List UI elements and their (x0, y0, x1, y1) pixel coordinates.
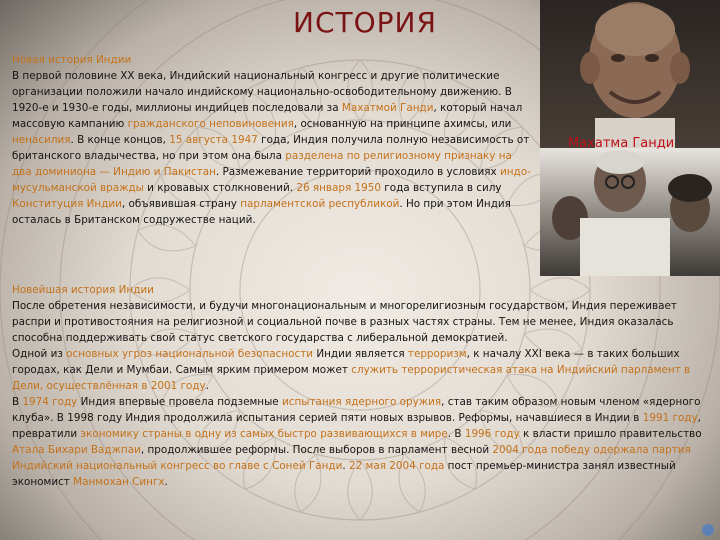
text-run: Индия впервые провела подземные (77, 396, 282, 408)
highlighted-text: 22 мая 2004 года (348, 460, 445, 472)
text-run: В первой половине XX века, Индийский национальный конгресс и другие политические организации положили начало индийскому национально-освободительному движению. В 1920-е и 1930-е годы, миллионы индийцев последовали за (12, 70, 512, 114)
text-run: . (342, 460, 349, 472)
highlighted-text: гражданского неповиновения (127, 118, 294, 130)
text-run: , продолжившее реформы. После выборов в парламент весной (140, 444, 493, 456)
highlighted-text: основных угроз национальной безопасности (66, 348, 314, 360)
highlighted-text: экономику страны в одну из самых быстро развивающихся в мире (80, 428, 448, 440)
ornament-petal (138, 225, 196, 251)
highlighted-text: индо-мусульманской вражды (12, 166, 531, 194)
text-run: . (164, 476, 168, 488)
text-run: года вступила в силу (381, 182, 502, 194)
text-run: . В (447, 428, 465, 440)
corner-logo-icon (702, 524, 714, 536)
gandhi-portrait-photo (540, 0, 720, 155)
section-heading-recent-history: Новейшая история Индии (12, 284, 154, 296)
text-run: В (12, 396, 23, 408)
section-recent-history-para3 (12, 394, 716, 490)
highlighted-text: 15 августа 1947 (169, 134, 258, 146)
section-recent-history (12, 282, 716, 490)
text-run: года, Индия получила полную независимость от британского владычества, но при этом она была (12, 134, 530, 162)
highlighted-text: парламентской республикой (240, 198, 400, 210)
text-run: После обретения независимости, и будучи многонациональным и многорелигиозным государством, Индия переживает распри и противостояния на религиозной и социальной почве в разных частях страны. Тем не менее, Индия оказалась способна поддерживать свой статус светского государства с либеральной демократией. (12, 300, 677, 344)
highlighted-text: испытания ядерного оружия (282, 396, 442, 408)
highlighted-text: Конституция Индии (12, 198, 122, 210)
text-run: . Но при этом Индия осталась в Британском содружестве наций. (12, 198, 511, 226)
highlighted-text: 2004 года победу одержала партия Индийский национальный конгресс во главе с Соней Ганди (12, 444, 691, 472)
highlighted-text: терроризм (407, 348, 467, 360)
text-run: к власти пришло правительство (519, 428, 702, 440)
section-recent-history-para1 (12, 298, 716, 346)
text-run: Индии является (313, 348, 408, 360)
gandhi-group-photo (540, 148, 720, 276)
highlighted-text: 1974 году (22, 396, 78, 408)
highlighted-text: 1991 году (642, 412, 698, 424)
section-new-history (12, 52, 532, 228)
text-run: , превратили (12, 412, 701, 440)
highlighted-text: 1996 году (464, 428, 520, 440)
text-run: , основанную на принципе ахимсы, или (293, 118, 512, 130)
text-run: . Размежевание территорий проходило в условиях (215, 166, 500, 178)
section-new-history-body (12, 68, 532, 228)
page-title: ИСТОРИЯ (293, 6, 437, 39)
text-run: и кровавых столкновений. (143, 182, 297, 194)
text-run: , став таким образом новым членом «ядерного клуба». В 1998 году Индия продолжила испытания серией пяти новых взрывов. Реформы, начавшиеся в Индии в (12, 396, 701, 424)
text-run: пост премьер-министра занял известный экономист (12, 460, 676, 488)
text-run: , который начал массовую кампанию (12, 102, 523, 130)
highlighted-text: 26 января 1950 (296, 182, 381, 194)
text-run: . (205, 380, 209, 392)
highlighted-text: Махатмой Ганди (341, 102, 434, 114)
highlighted-text: Атала Бихари Ваджпаи (12, 444, 141, 456)
text-run: . В конце концов, (70, 134, 170, 146)
section-heading-new-history: Новая история Индии (12, 54, 132, 66)
highlighted-text: разделена по религиозному признаку на два доминиона — Индию и Пакистан (12, 150, 512, 178)
highlighted-text: служить террористическая атака на Индийский парламент в Дели, осуществлённая в 2001 году (12, 364, 691, 392)
highlighted-text: Манмохан Сингх (73, 476, 165, 488)
highlighted-text: ненасилия (12, 134, 71, 146)
text-run: Одной из (12, 348, 67, 360)
section-recent-history-para2 (12, 346, 716, 394)
text-run: , объявившая страну (121, 198, 241, 210)
photo-caption: Махатма Ганди (568, 136, 675, 151)
text-run: , к началу XXI века — в таких больших городах, как Дели и Мумбаи. Самым ярким примером может (12, 348, 680, 376)
